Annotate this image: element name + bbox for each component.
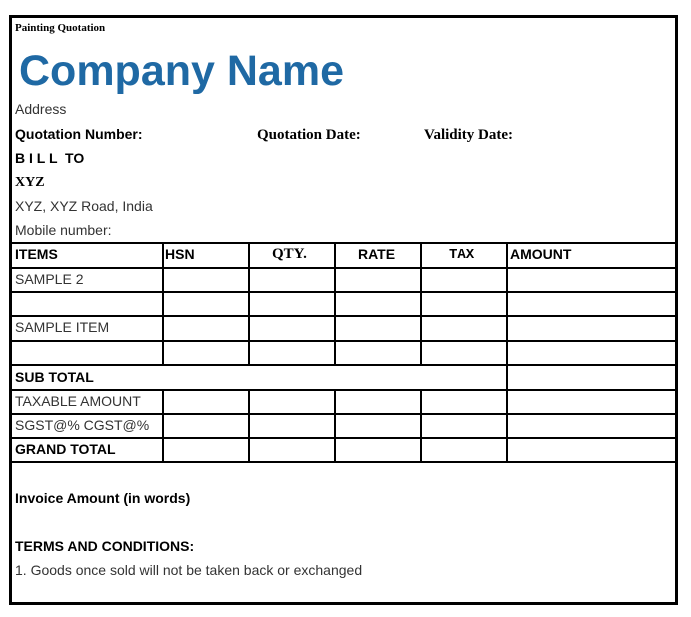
header-hsn: HSN xyxy=(165,246,195,262)
sub-total-label: SUB TOTAL xyxy=(15,369,94,385)
table-line xyxy=(334,389,336,462)
table-line xyxy=(162,242,164,364)
table-line xyxy=(420,389,422,462)
table-line xyxy=(162,389,164,462)
header-amount: AMOUNT xyxy=(510,246,572,262)
quotation-sheet xyxy=(9,15,678,605)
customer-name: XYZ xyxy=(15,175,45,190)
table-line xyxy=(12,364,675,366)
quotation-number-label: Quotation Number: xyxy=(15,126,143,142)
table-line xyxy=(506,242,508,462)
address-label: Address xyxy=(15,101,67,117)
header-items: ITEMS xyxy=(15,246,58,262)
gst-label: SGST@% CGST@% xyxy=(15,417,150,433)
header-tax: TAX xyxy=(449,247,475,263)
header-rate: RATE xyxy=(358,246,396,262)
taxable-amount-label: TAXABLE AMOUNT xyxy=(15,393,141,409)
table-line xyxy=(12,340,675,342)
company-name: Company Name xyxy=(19,47,344,95)
quotation-date-label: Quotation Date: xyxy=(257,127,361,143)
terms-line: 1. Goods once sold will not be taken back or exchanged xyxy=(15,562,363,578)
terms-heading: TERMS AND CONDITIONS: xyxy=(15,538,195,554)
customer-address: XYZ, XYZ Road, India xyxy=(15,198,153,214)
validity-date-label: Validity Date: xyxy=(424,127,514,143)
table-row-item: SAMPLE ITEM xyxy=(15,319,110,335)
table-line xyxy=(12,291,675,293)
table-line xyxy=(12,315,675,317)
table-line xyxy=(248,389,250,462)
amount-in-words-label: Invoice Amount (in words) xyxy=(15,490,191,506)
header-qty: QTY. xyxy=(272,246,307,262)
mobile-label: Mobile number: xyxy=(15,222,112,238)
table-line xyxy=(12,437,675,439)
table-line xyxy=(420,242,422,364)
bill-to-label: B I L L TO xyxy=(15,150,85,166)
table-row-item: SAMPLE 2 xyxy=(15,271,84,287)
table-line xyxy=(12,461,675,463)
grand-total-label: GRAND TOTAL xyxy=(15,441,116,457)
table-line xyxy=(248,242,250,364)
table-line xyxy=(12,242,675,244)
document-title: Painting Quotation xyxy=(15,22,106,34)
table-line xyxy=(12,389,675,391)
table-line xyxy=(12,413,675,415)
table-line xyxy=(334,242,336,364)
table-line xyxy=(12,267,675,269)
